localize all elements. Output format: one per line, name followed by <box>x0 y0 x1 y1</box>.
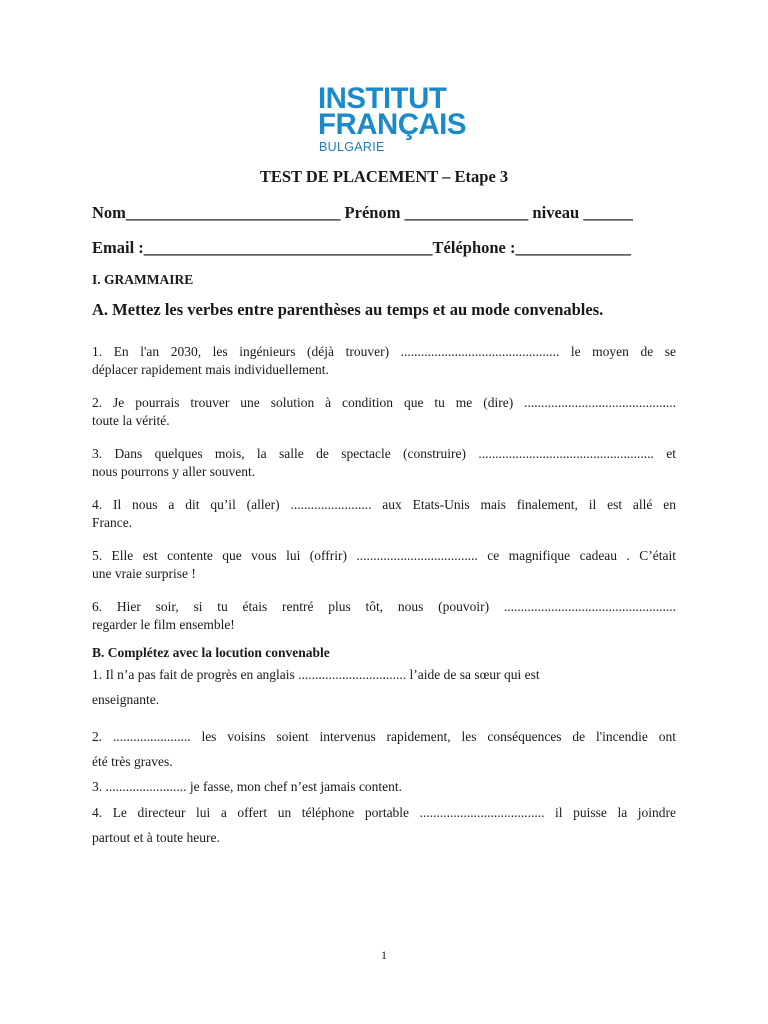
exercise-a2-line2: toute la vérité. <box>92 413 170 428</box>
exercise-b2-line2: été très graves. <box>92 754 173 769</box>
exercise-a5-line1: 5. Elle est contente que vous lui (offrir) .................................... ce magnifique cadeau . C’était <box>92 548 676 563</box>
exercise-b4-line2: partout et à toute heure. <box>92 830 220 845</box>
exercise-b4-line1: 4. Le directeur lui a offert un téléphone portable ..................................... il puisse la joindre <box>92 805 676 820</box>
exercise-a1-line2: déplacer rapidement mais individuellement. <box>92 362 329 377</box>
page-number: 1 <box>381 948 387 962</box>
exercise-a5-line2: une vraie surprise ! <box>92 566 196 581</box>
exercise-a6-line1: 6. Hier soir, si tu étais rentré plus tôt, nous (pouvoir) ................................................... <box>92 599 676 614</box>
exercise-a6-line2: regarder le film ensemble! <box>92 617 235 632</box>
exercise-a2-line1: 2. Je pourrais trouver une solution à condition que tu me (dire) ............................................. <box>92 395 676 410</box>
form-email-line: Email :___________________________________Téléphone :______________ <box>92 238 631 257</box>
section-b-heading: B. Complétez avec la locution convenable <box>92 645 330 660</box>
form-name-line: Nom__________________________ Prénom _______________ niveau ______ <box>92 203 633 222</box>
exercise-a1-line1: 1. En l'an 2030, les ingénieurs (déjà trouver) ............................................... le moyen de se <box>92 344 676 359</box>
exercise-a4-line2: France. <box>92 515 133 530</box>
exercise-a3-line2: nous pourrons y aller souvent. <box>92 464 256 479</box>
page-title: TEST DE PLACEMENT – Etape 3 <box>259 167 509 186</box>
exercise-b1-line2: enseignante. <box>92 692 160 707</box>
logo-line-1: INSTITUT <box>318 82 447 115</box>
logo-line-3: BULGARIE <box>319 140 385 154</box>
exercise-a4-line1: 4. Il nous a dit qu’il (aller) ........................ aux Etats-Unis mais finalement, il est allé en <box>92 497 676 512</box>
institut-francais-logo <box>318 82 466 160</box>
logo-line-2: FRANÇAIS <box>318 108 466 141</box>
section-grammaire-heading: I. GRAMMAIRE <box>92 272 194 287</box>
exercise-b1-line1: 1. Il n’a pas fait de progrès en anglais ................................ l’aide de sa sœur qui est <box>92 667 540 682</box>
exercise-b3-line1: 3. ........................ je fasse, mon chef n’est jamais content. <box>92 779 403 794</box>
section-a-heading: A. Mettez les verbes entre parenthèses au temps et au mode convenables. <box>92 300 604 319</box>
exercise-b2-line1: 2. ....................... les voisins soient intervenus rapidement, les conséquences de l'incendie ont <box>92 729 676 744</box>
exercise-a3-line1: 3. Dans quelques mois, la salle de spectacle (construire) .................................................... et <box>92 446 676 461</box>
